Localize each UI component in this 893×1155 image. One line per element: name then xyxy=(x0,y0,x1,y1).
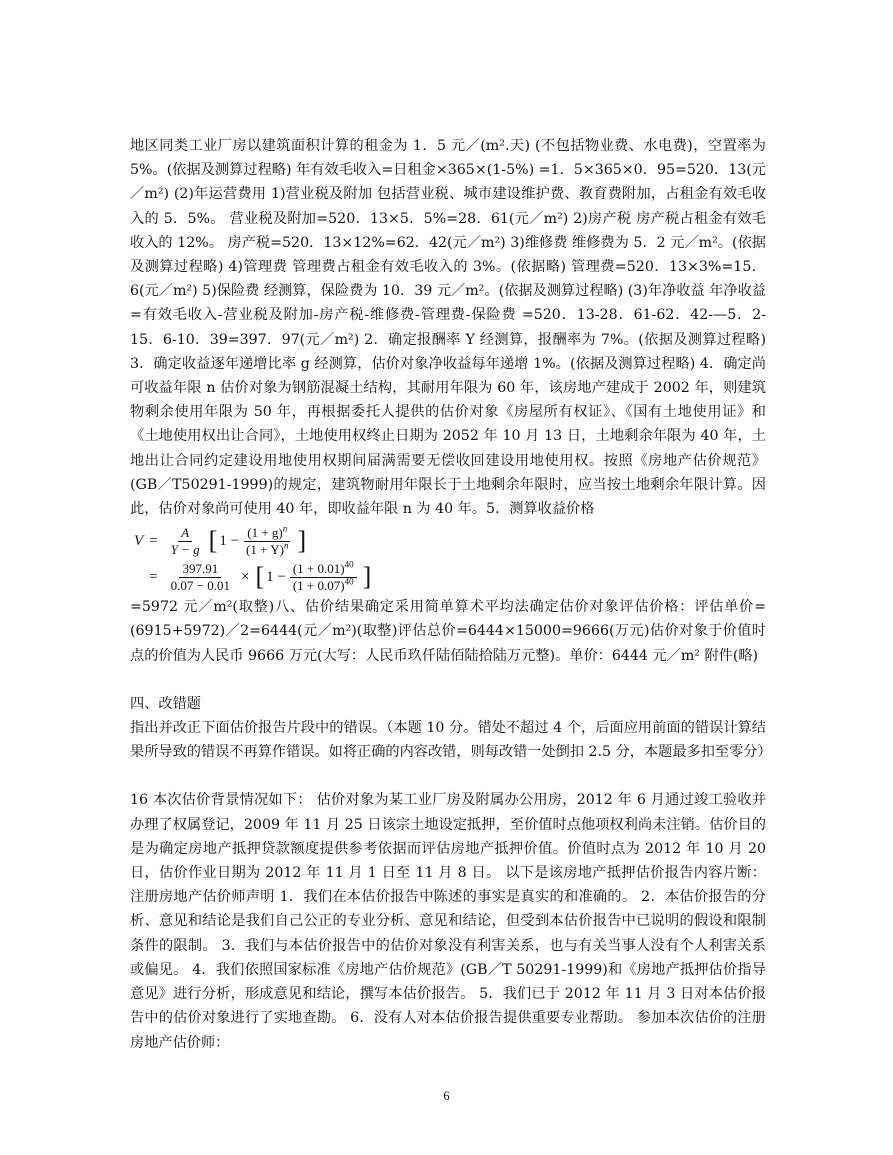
formula-growth-value: (1 + 0.01) xyxy=(292,560,345,576)
income-capitalization-formula xyxy=(134,523,766,595)
valuation-result-paragraph: =5972 元／m²(取整)八、估价结果确定采用简单算术平均法确定估价对象评估价格：评估单价=(6915+5972)／2=6444(元／m²)(取整)评估总价=6444×15000=9666(万元)估价对象于价值时点的价值为人民币 9666 万元(大写：人民币玖仟陆佰陆拾陆万元整)。单价：6444 元／m² 附件(略) xyxy=(130,599,766,664)
formula-numerator-value: 397.91 xyxy=(179,562,221,578)
formula-discount-term xyxy=(243,542,291,557)
paragraph-spacer xyxy=(130,668,766,692)
formula-fraction-numeric-growth xyxy=(290,559,357,593)
formula-discount-exp: n xyxy=(283,540,289,551)
formula-times: × xyxy=(240,569,250,586)
formula-bracket-close-2: ] xyxy=(362,562,372,592)
formula-fraction-growth-over-disc xyxy=(243,523,291,557)
formula-bracket-open-2: [ xyxy=(255,562,265,592)
section-4-instructions: 指出并改正下面估价报告片段中的错误。（本题 10 分。错处不超过 4 个，后面应用前面的错误计算结果所导致的错误不再算作错误。如将正确的内容改错，则每改错一处倒扣 2.5 分，本题最多扣至零分） xyxy=(130,720,772,761)
formula-one-minus-2: 1 − xyxy=(266,569,286,586)
formula-growth-value-exp: 40 xyxy=(344,559,354,570)
formula-bracket-close: ] xyxy=(297,526,307,556)
formula-growth-exp: n xyxy=(282,523,288,534)
formula-numerator-a: A xyxy=(178,526,192,542)
question-16-text: 16 本次估价背景情况如下： 估价对象为某工业厂房及附属办公用房，2012 年 6 月通过竣工验收并办理了权属登记，2009 年 11 月 25 日该宗土地设定抵押，至价值时点他项权利尚未注销。估价目的是为确定房地产抵押贷款额度提供参考依据而评估房地产抵押价值。价值时点为 2012 年 10 月 20 日，估价作业日期为 2012 年 11 月 1 日至 11 月 8 日。 以下是该房地产抵押估价报告内容片断： 注册房地产估价师声明 1．我们在本估价报告中陈述的事实是真实的和准确的。 2．本估价报告的分析、意见和结论是我们自己公正的专业分析、意见和结论，但受到本估价报告中已说明的假设和限制条件的限制。 3．我们与本估价报告中的估价对象没有利害关系，也与有关当事人没有个人利害关系或偏见。 4．我们依照国家标准《房地产估价规范》(GB／T 50291-1999)和《房地产抵押估价指导意见》进行分析，形成意见和结论，撰写本估价报告。 5．我们已于 2012 年 11 月 3 日对本估价报告中的估价对象进行了实地查勘。 6．没有人对本估价报告提供重要专业帮助。 参加本次估价的注册房地产估价师： xyxy=(130,792,766,1051)
formula-symbolic-row xyxy=(134,523,766,559)
formula-fraction-numeric xyxy=(168,562,233,593)
formula-discount-base: (1 + Y) xyxy=(246,541,284,557)
formula-numeric-row xyxy=(134,559,766,595)
income-calculation-paragraph: 地区同类工业厂房以建筑面积计算的租金为 1．5 元／(m².天) (不包括物业费、水电费)，空置率为 5%。(依据及测算过程略) 年有效毛收入=日租金×365×(1-5%) =1．5×365×0．95=520．13(元／m²) (2)年运营费用 1)营业税及附加 包括营业税、城市建设维护费、教育费附加，占租金有效毛收入的 5．5%。 营业税及附加=520．13×5．5%=28．61(元／m²) 2)房产税 房产税占租金有效毛收入的 12%。 房产税=520．13×12%=62．42(元／m²) 3)维修费 维修费为 5．2 元／m²。(依据及测算过程略) 4)管理费 管理费占租金有效毛收入的 3%。(依据略) 管理费=520．13×3%=15．6(元／m²) 5)保险费 经测算，保险费为 10．39 元／m²。(依据及测算过程略) (3)年净收益 年净收益=有效毛收入-营业税及附加-房产税-维修费-管理费-保险费 =520．13-28．61-62．42-—5．2-15．6-10．39=397．97(元／m²) 2．确定报酬率 Y 经测算，报酬率为 7%。(依据及测算过程略) 3．确定收益逐年递增比率 g 经测算，估价对象净收益每年递增 1%。(依据及测算过程略) 4．确定尚可收益年限 n 估价对象为钢筋混凝土结构，其耐用年限为 60 年，该房地产建成于 2002 年，则建筑物剩余使用年限为 50 年，再根据委托人提供的估价对象《房屋所有权证》、《国有土地使用证》和《土地使用权出让合同》，土地使用权终止日期为 2052 年 10 月 13 日，土地剩余年限为 40 年，土地出让合同约定建设用地使用权期间届满需要无偿收回建设用地使用权。按照《房地产估价规范》(GB／T50291-1999)的规定，建筑物耐用年限长于土地剩余年限时，应当按土地剩余年限计算。因此，估价对象尚可使用 40 年，即收益年限 n 为 40 年。5．测算收益价格 xyxy=(130,138,766,518)
formula-growth-term xyxy=(244,523,290,542)
page-content xyxy=(130,134,772,1055)
formula-equals-2: = xyxy=(149,569,158,586)
formula-denominator-value: 0.07 − 0.01 xyxy=(170,577,230,593)
formula-discount-value-term xyxy=(290,578,357,593)
formula-one-minus: 1 − xyxy=(219,533,240,550)
section-4-title: 四、改错题 xyxy=(130,695,201,712)
formula-discount-value: (1 + 0.07) xyxy=(292,577,345,593)
formula-denominator-yg: Y − g xyxy=(170,541,200,557)
formula-discount-value-exp: 40 xyxy=(344,576,354,587)
formula-equals: = xyxy=(149,533,158,550)
page-number: 6 xyxy=(443,1089,450,1103)
formula-bracket-open: [ xyxy=(208,526,218,556)
formula-fraction-a-over-yg xyxy=(168,526,203,557)
formula-growth-base: (1 + g) xyxy=(247,524,283,540)
formula-growth-value-term xyxy=(290,559,357,578)
paragraph-spacer-2 xyxy=(130,764,766,788)
formula-lhs: V xyxy=(134,533,144,550)
